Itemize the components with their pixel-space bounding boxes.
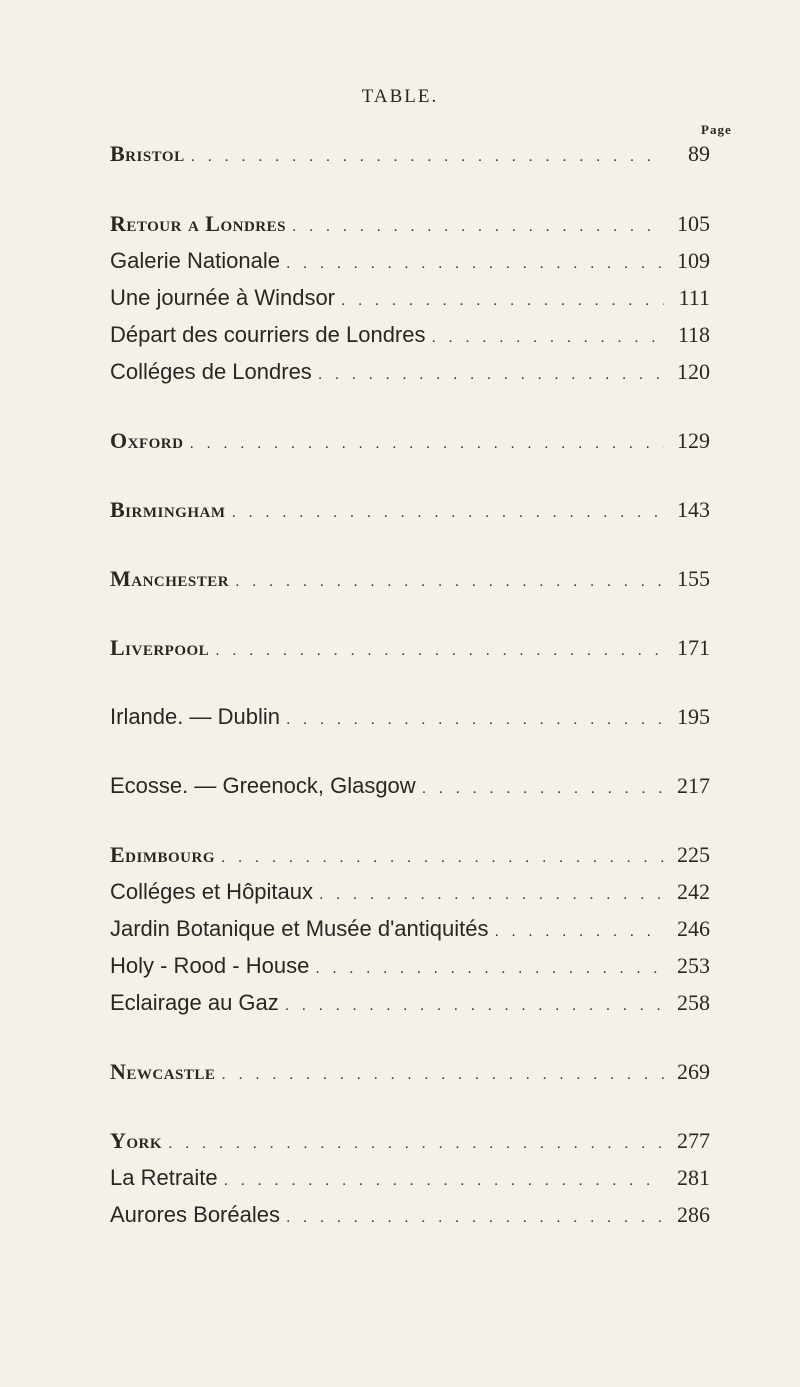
dot-leader (191, 141, 664, 173)
dot-leader (232, 497, 665, 529)
toc-entry (110, 950, 710, 982)
toc-entry-page-number: 111 (678, 285, 710, 310)
toc-entry-page-number: 118 (677, 322, 710, 347)
toc-entry (110, 245, 710, 277)
dot-leader (224, 1165, 664, 1197)
toc-entry-page-number: 246 (677, 916, 710, 941)
toc-entry-title: La Retraite (110, 1165, 218, 1190)
toc-entry-title: Birmingham (110, 497, 226, 522)
dot-leader (319, 879, 664, 911)
toc-entry (110, 632, 710, 664)
toc-entry (110, 770, 710, 802)
toc-entry-title: Départ des courriers de Londres (110, 322, 426, 347)
toc-entry-page-number: 281 (677, 1165, 710, 1190)
toc-entry (110, 839, 710, 871)
toc-entry-title: Eclairage au Gaz (110, 990, 279, 1015)
toc-entry (110, 876, 710, 908)
toc-entry-title: Edimbourg (110, 842, 216, 867)
page-title: TABLE. (361, 86, 439, 107)
toc-entry-title: Galerie Nationale (110, 248, 280, 273)
toc-entry-title: Manchester (110, 566, 230, 591)
toc-entry (110, 563, 710, 595)
toc-entry-page-number: 105 (677, 211, 710, 236)
toc-entry-page-number: 129 (677, 428, 710, 453)
toc-entry-page-number: 242 (677, 879, 710, 904)
toc-entry-title: Retour a Londres (110, 211, 286, 236)
toc-entry-title: Ecosse. — Greenock, Glasgow (110, 773, 416, 798)
toc-entry-page-number: 195 (677, 704, 710, 729)
dot-leader (422, 773, 664, 805)
toc-entry (110, 319, 710, 351)
toc-entry-page-number: 109 (677, 248, 710, 273)
toc-entry-title: Une journée à Windsor (110, 285, 336, 310)
toc-entry-page-number: 171 (677, 635, 710, 660)
toc-entry-title: Jardin Botanique et Musée d'antiquités (110, 916, 489, 941)
toc-entry (110, 1056, 710, 1088)
dot-leader (189, 428, 664, 460)
toc-entry-page-number: 217 (677, 773, 710, 798)
toc-entry (110, 208, 710, 240)
dot-leader (315, 953, 664, 985)
toc-entry-page-number: 277 (677, 1128, 710, 1153)
toc-entry-page-number: 286 (677, 1202, 710, 1227)
toc-entry-title: Colléges de Londres (110, 359, 312, 384)
dot-leader (432, 322, 665, 354)
toc-entry-page-number: 89 (688, 141, 710, 166)
toc-entry-title: Bristol (110, 141, 185, 166)
dot-leader (286, 248, 664, 280)
toc-entry-title: Liverpool (110, 635, 210, 660)
toc-entry (110, 1162, 710, 1194)
toc-entry (110, 701, 710, 733)
dot-leader (235, 566, 664, 598)
dot-leader (318, 359, 664, 391)
dot-leader (221, 842, 664, 874)
toc-entry-title: Holy - Rood - House (110, 953, 310, 978)
toc-entry-title: Colléges et Hôpitaux (110, 879, 314, 904)
toc-entry-page-number: 143 (677, 497, 710, 522)
toc-entry-page-number: 253 (677, 953, 710, 978)
dot-leader (168, 1128, 664, 1160)
toc-entry-title: Oxford (110, 428, 184, 453)
toc-entry-page-number: 269 (677, 1059, 710, 1084)
toc-entry (110, 1125, 710, 1157)
toc-entry (110, 1199, 710, 1231)
page-column-header: Page (701, 122, 732, 137)
toc-entry-title: York (110, 1128, 163, 1153)
toc-entry-page-number: 225 (677, 842, 710, 867)
toc-entry (110, 494, 710, 526)
dot-leader (285, 990, 664, 1022)
toc-entry (110, 987, 710, 1019)
toc-entry (110, 282, 710, 314)
toc-entry-page-number: 258 (677, 990, 710, 1015)
dot-leader (341, 285, 664, 317)
toc-entry-title: Irlande. — Dublin (110, 704, 280, 729)
dot-leader (215, 635, 664, 667)
toc-entry (110, 913, 710, 945)
toc-entry-title: Newcastle (110, 1059, 216, 1084)
toc-entry (110, 356, 710, 388)
toc-entry (110, 425, 710, 457)
dot-leader (221, 1059, 664, 1091)
toc-entry-title: Aurores Boréales (110, 1202, 280, 1227)
dot-leader (286, 704, 664, 736)
toc-entry-page-number: 120 (677, 359, 710, 384)
toc-entry (110, 138, 710, 170)
dot-leader (292, 211, 664, 243)
dot-leader (286, 1202, 664, 1234)
toc-entry-page-number: 155 (677, 566, 710, 591)
dot-leader (494, 916, 664, 948)
